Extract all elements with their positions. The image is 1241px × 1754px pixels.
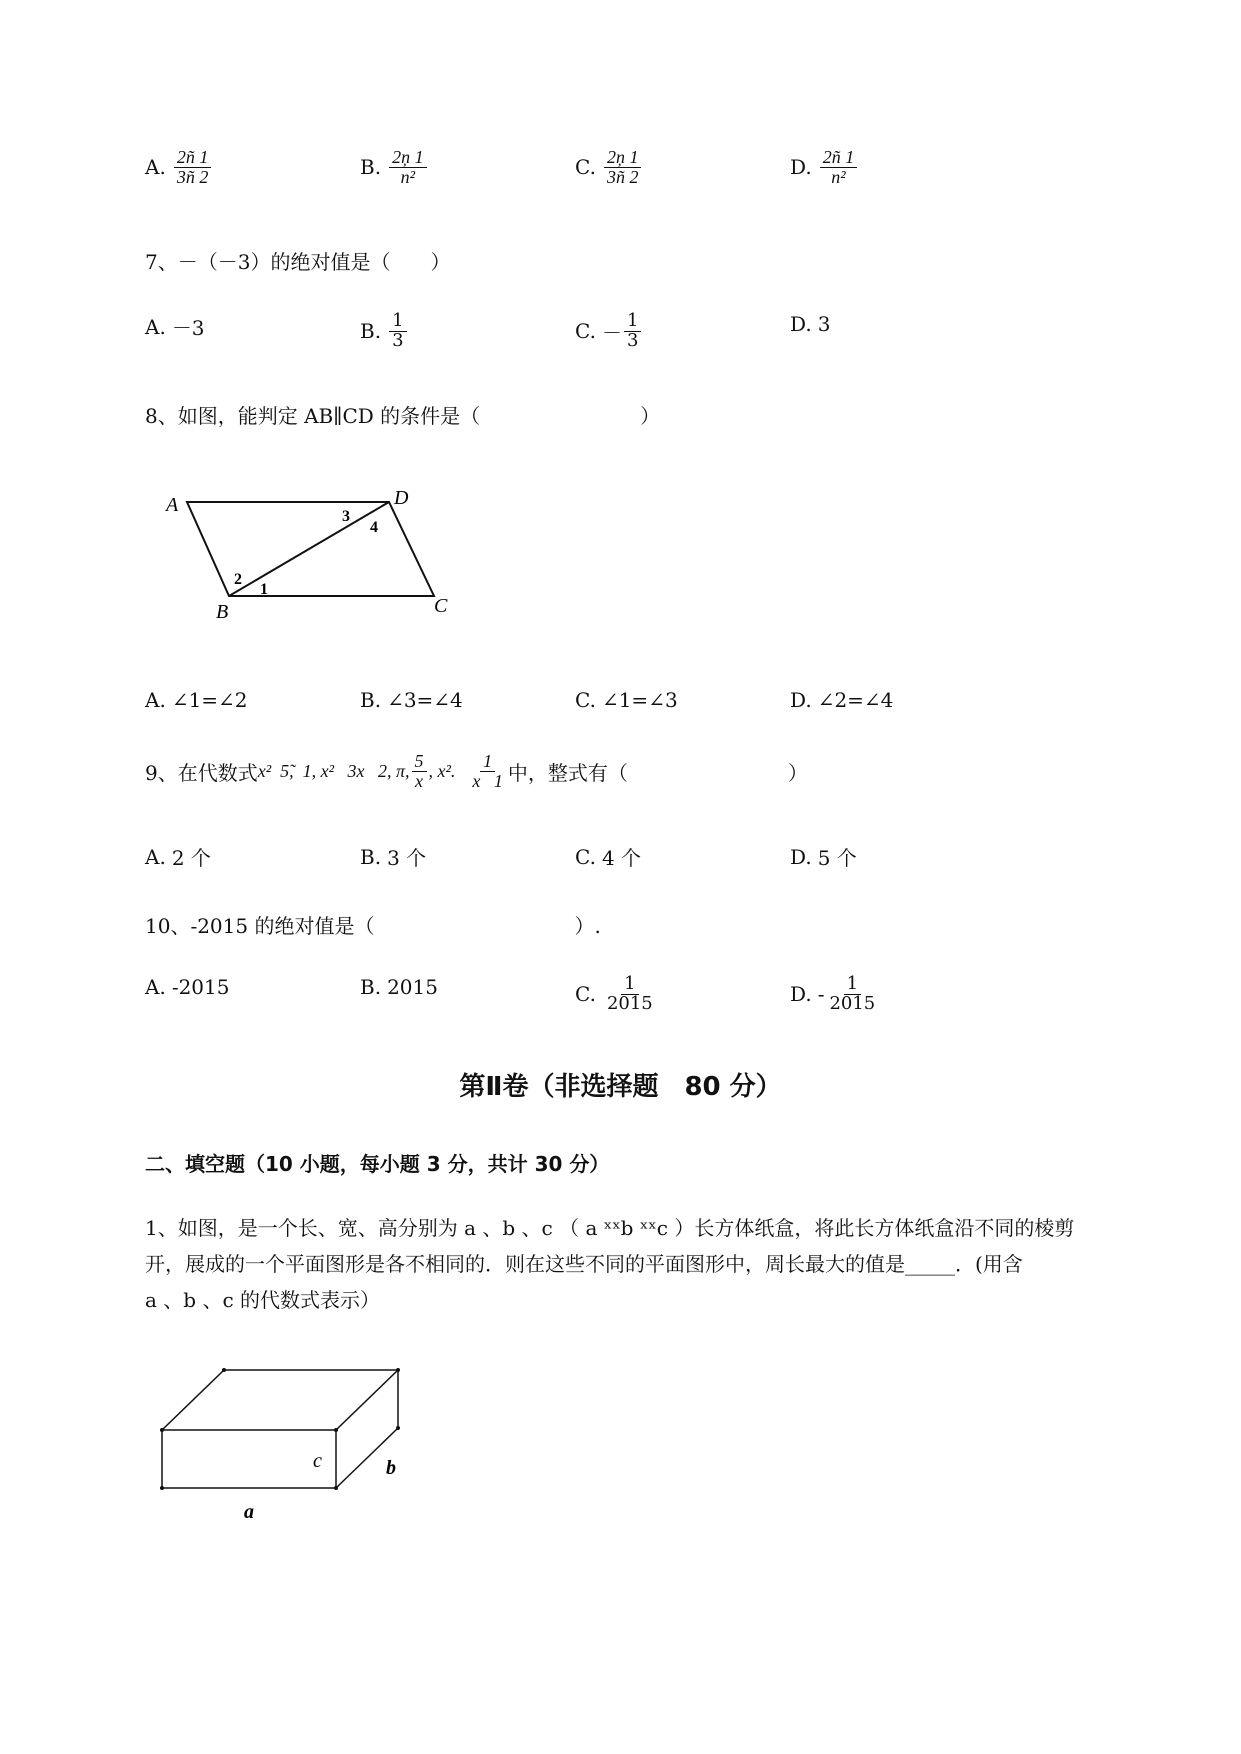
fraction-numerator: 1 bbox=[480, 752, 495, 772]
q7-stem: 7、－（－3）的绝对值是（ ） bbox=[145, 250, 451, 274]
vertex-label-a: A bbox=[166, 494, 179, 516]
angle-label-4: 4 bbox=[370, 519, 378, 536]
option-label: A. bbox=[145, 975, 166, 999]
option-text: 5 个 bbox=[817, 846, 857, 870]
q6-option-b[interactable] bbox=[360, 148, 429, 187]
angle-label-2: 2 bbox=[234, 571, 242, 588]
option-text: 2 个 bbox=[171, 846, 211, 870]
q9-fraction-5-over-x bbox=[412, 752, 427, 791]
fill-q1-line2: 开，展成的一个平面图形是各不相同的．则在这些不同的平面图形中，周长最大的值是_____．(用含 bbox=[145, 1252, 1023, 1276]
top-right-depth-edge bbox=[336, 1370, 398, 1430]
fraction-denominator: 2015 bbox=[829, 992, 876, 1014]
option-fraction bbox=[604, 975, 656, 1014]
q7-option-d[interactable] bbox=[790, 312, 830, 336]
fraction-denominator: 3ñ 2 bbox=[606, 166, 639, 187]
q6-option-c[interactable] bbox=[575, 148, 643, 187]
q10-stem: 10、-2015 的绝对值是（ ）. bbox=[145, 914, 601, 938]
option-label: A. bbox=[145, 314, 166, 339]
option-text: ∠1=∠2 bbox=[171, 688, 248, 712]
q9-option-d[interactable] bbox=[790, 842, 857, 871]
edge-label-b: b bbox=[386, 1457, 396, 1479]
fraction-denominator: n² bbox=[831, 166, 846, 187]
option-text: 3 个 bbox=[387, 846, 427, 870]
parallelogram-figure bbox=[150, 480, 470, 630]
option-prefix: - bbox=[817, 982, 825, 1007]
q8-option-d[interactable] bbox=[790, 688, 893, 712]
option-text: ∠3=∠4 bbox=[387, 688, 463, 712]
q10-option-b[interactable] bbox=[360, 975, 438, 999]
fraction-numerator: 1 bbox=[624, 312, 641, 332]
q9-expression: x² 5̃, 1, x² 3x 2, π, bbox=[257, 760, 410, 781]
option-label: A. bbox=[145, 844, 166, 869]
option-fraction bbox=[604, 148, 642, 187]
option-prefix: － bbox=[601, 320, 622, 345]
option-label: C. bbox=[575, 844, 596, 869]
option-fraction bbox=[820, 148, 858, 187]
q6-option-d[interactable] bbox=[790, 148, 859, 187]
option-label: B. bbox=[360, 688, 382, 712]
part2-title: 第Ⅱ卷（非选择题 80 分） bbox=[459, 1072, 782, 1102]
q8-option-a[interactable] bbox=[145, 688, 248, 712]
edge-label-a: a bbox=[244, 1501, 254, 1523]
option-label: C. bbox=[575, 688, 596, 712]
option-text: ∠2=∠4 bbox=[817, 688, 894, 712]
option-fraction bbox=[389, 148, 427, 187]
option-fraction bbox=[389, 312, 406, 351]
q9-option-b[interactable] bbox=[360, 842, 426, 871]
fill-q1-text bbox=[145, 1210, 1165, 1318]
q10-option-a[interactable] bbox=[145, 975, 229, 999]
fraction-numerator: 2ñ 1 bbox=[174, 148, 212, 168]
q9-option-a[interactable] bbox=[145, 842, 211, 871]
option-label: D. bbox=[790, 844, 812, 869]
fill-q1-line1: 1、如图，是一个长、宽、高分别为 a 、b 、c （ a ˣˣb ˣˣc ）长方体纸盒，将此长方体纸盒沿不同的棱剪 bbox=[145, 1216, 1075, 1240]
q9-suffix: 中，整式有（ ） bbox=[507, 760, 808, 785]
fraction-denominator: x 1 bbox=[472, 770, 503, 791]
option-text: 3 bbox=[817, 312, 831, 336]
angle-label-1: 1 bbox=[260, 581, 268, 598]
top-left-depth-edge bbox=[162, 1370, 224, 1430]
fraction-numerator: 1 bbox=[389, 312, 406, 332]
option-text: -2015 bbox=[171, 975, 230, 999]
option-text: 2015 bbox=[387, 975, 438, 999]
option-label: C. bbox=[575, 982, 596, 1007]
fraction-denominator: n² bbox=[400, 166, 416, 187]
option-text: ∠1=∠3 bbox=[601, 688, 678, 712]
q9-fraction-1-over-x-1 bbox=[469, 752, 506, 791]
vertex-label-b: B bbox=[216, 601, 229, 623]
q9-stem bbox=[145, 752, 808, 791]
q9-expression-mid: , x². bbox=[428, 760, 456, 781]
option-label: B. bbox=[360, 975, 382, 999]
q10-option-c[interactable] bbox=[575, 975, 658, 1014]
q10-option-d[interactable] bbox=[790, 975, 880, 1014]
option-fraction bbox=[826, 975, 878, 1014]
q6-option-a[interactable] bbox=[145, 148, 213, 187]
option-fraction bbox=[624, 312, 641, 351]
q9-prefix: 9、在代数式 bbox=[145, 760, 258, 785]
fraction-numerator: 5 bbox=[412, 752, 427, 772]
option-label: D. bbox=[790, 312, 812, 336]
fraction-denominator: 3 bbox=[626, 329, 639, 351]
option-text: －3 bbox=[171, 316, 205, 340]
fraction-denominator: 3ñ 2 bbox=[176, 166, 209, 187]
cuboid-figure bbox=[150, 1360, 430, 1530]
option-label: B. bbox=[360, 155, 382, 180]
option-label: D. bbox=[790, 982, 812, 1007]
diagonal-bd bbox=[229, 502, 389, 596]
option-label: A. bbox=[145, 155, 166, 180]
fraction-numerator: 1 bbox=[621, 975, 638, 995]
option-label: B. bbox=[360, 319, 382, 344]
fraction-numerator: 2ņ 1 bbox=[389, 148, 427, 168]
option-label: C. bbox=[575, 319, 596, 344]
option-label: D. bbox=[790, 155, 812, 180]
fraction-denominator: x bbox=[415, 770, 424, 791]
fill-q1-line3: a 、b 、c 的代数式表示） bbox=[145, 1288, 380, 1312]
fraction-numerator: 2ñ 1 bbox=[820, 148, 858, 168]
q7-option-c[interactable] bbox=[575, 312, 643, 351]
q8-option-b[interactable] bbox=[360, 688, 463, 712]
q8-stem: 8、如图，能判定 AB∥CD 的条件是（ ） bbox=[145, 404, 661, 428]
vertex-label-d: D bbox=[394, 487, 409, 509]
section2-heading: 二、填空题（10 小题，每小题 3 分，共计 30 分） bbox=[145, 1152, 610, 1176]
option-label: B. bbox=[360, 844, 382, 869]
q7-option-b[interactable] bbox=[360, 312, 409, 351]
option-label: A. bbox=[145, 688, 166, 712]
option-text: 4 个 bbox=[601, 846, 642, 870]
q7-option-a[interactable] bbox=[145, 312, 205, 341]
edge-label-c: c bbox=[313, 1450, 322, 1472]
angle-label-3: 3 bbox=[342, 508, 350, 525]
vertex-label-c: C bbox=[434, 595, 448, 617]
option-fraction bbox=[174, 148, 212, 187]
fraction-denominator: 2015 bbox=[606, 992, 653, 1014]
q9-option-c[interactable] bbox=[575, 842, 641, 871]
fraction-numerator: 1 bbox=[844, 975, 861, 995]
fraction-denominator: 3 bbox=[392, 329, 404, 351]
option-label: D. bbox=[790, 688, 812, 712]
q8-option-c[interactable] bbox=[575, 688, 678, 712]
fraction-numerator: 2ņ 1 bbox=[604, 148, 642, 168]
option-label: C. bbox=[575, 155, 596, 180]
